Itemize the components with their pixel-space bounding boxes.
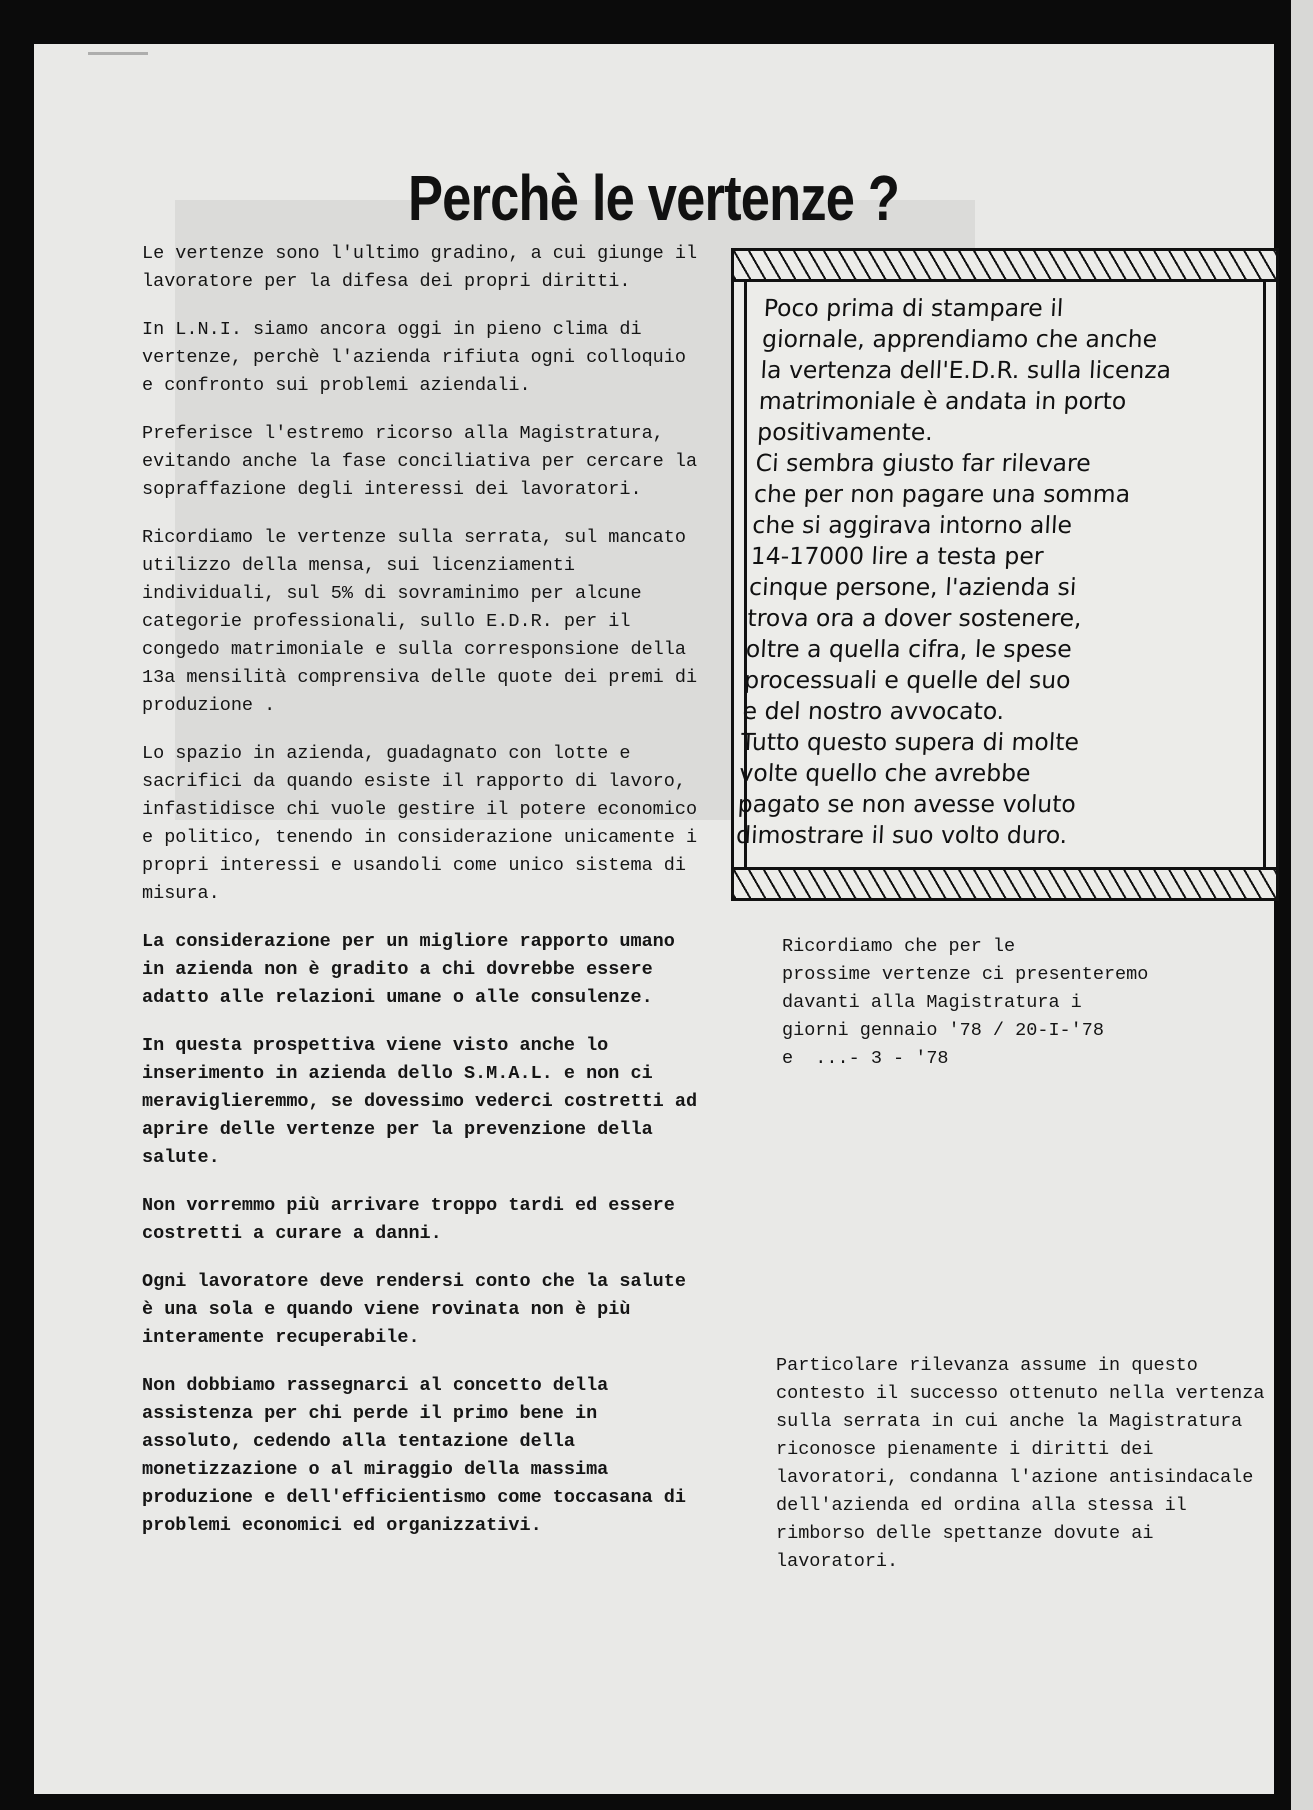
hearing-note: Ricordiamo che per le prossime vertenze ci presenteremo davanti alla Magistratura i giorni gennaio '78 / 20-I-'78 e ...- 3 - '78 [782,936,1149,1069]
note-line: che si aggirava intorno alle [751,511,1073,539]
note-line: positivamente. [756,418,934,446]
note-line: volte quello che avrebbe [738,759,1032,787]
note-line: pagato se non avesse voluto [737,790,1077,818]
headline: Perchè le vertenze ? [407,161,900,234]
hatch-band-top [734,251,1276,282]
note-line: la vertenza dell'E.D.R. sulla licenza [759,356,1172,384]
closing-paragraph: Particolare rilevanza assume in questo contesto il successo ottenuto nella vertenza sulla serrata in cui anche la Magistratura riconosce pienamente i diritti dei lavoratori, condanna l'azione antisindacale dell'azienda ed ordina alla stessa il rimborso delle spettanze dovute ai lavoratori. [776,1355,1265,1572]
note-line: trova ora a dover sostenere, [746,604,1083,632]
left-column [142,240,702,1560]
paragraph: In L.N.I. siamo ancora oggi in pieno clima di vertenze, perchè l'azienda rifiuta ogni colloquio e confronto sui problemi aziendali. [142,319,686,396]
paragraph: Preferisce l'estremo ricorso alla Magistratura, evitando anche la fase conciliativa per cercare la sopraffazione degli interessi dei lavoratori. [142,423,698,500]
note-line: che per non pagare una somma [753,480,1131,508]
paragraph: Non dobbiamo rassegnarci al concetto della assistenza per chi perde il primo bene in assoluto, cedendo alla tentazione della monetizzazione o al miraggio della massima produzione e dell'efficientismo come toccasana di problemi economici ed organizzativi. [142,1375,686,1536]
paragraph: In questa prospettiva viene visto anche lo inserimento in azienda dello S.M.A.L. e non ci meraviglieremmo, se dovessimo vederci costretti ad aprire delle vertenze per la prevenzione della salute. [142,1035,698,1168]
paragraph: Le vertenze sono l'ultimo gradino, a cui giunge il lavoratore per la difesa dei propri diritti. [142,243,698,292]
paragraph: La considerazione per un migliore rapporto umano in azienda non è gradito a chi dovrebbe essere adatto alle relazioni umane o alle consulenze. [142,931,675,1008]
paragraph: Lo spazio in azienda, guadagnato con lotte e sacrifici da quando esiste il rapporto di lavoro, infastidisce chi vuole gestire il potere economico e politico, tenendo in considerazione unicamente i propri interessi e usandoli come unico sistema di misura. [142,743,698,904]
handwritten-note [735,293,1274,851]
note-line: dimostrare il suo volto duro. [735,821,1069,849]
note-line: cinque persone, l'azienda si [748,573,1078,601]
note-line: giornale, apprendiamo che anche [761,325,1158,353]
note-line: Ci sembra giusto far rilevare [754,449,1092,477]
note-line: Poco prima di stampare il [763,294,1065,322]
paragraph: Non vorremmo più arrivare troppo tardi ed essere costretti a curare a danni. [142,1195,675,1244]
paragraph: Ricordiamo le vertenze sulla serrata, sul mancato utilizzo della mensa, sui licenziamenti individuali, sul 5% di sovraminimo per alcune categorie professionali, sullo E.D.R. per il congedo matrimoniale e sulla corresponsione della 13a mensilità comprensiva delle quote dei premi di produzione . [142,527,698,716]
handwritten-note-box [731,248,1279,901]
note-line: Tutto questo supera di molte [740,728,1080,756]
page-edge [1291,0,1313,1810]
scan-mark [88,52,148,55]
note-line: 14-17000 lire a testa per [750,542,1045,570]
note-line: e del nostro avvocato. [741,697,1006,725]
note-line: processuali e quelle del suo [743,666,1072,694]
note-line: matrimoniale è andata in porto [758,387,1128,415]
note-line: oltre a quella cifra, le spese [745,635,1073,663]
hatch-band-bottom [734,867,1276,898]
paragraph: Ogni lavoratore deve rendersi conto che la salute è una sola e quando viene rovinata non è più interamente recuperabile. [142,1271,686,1348]
